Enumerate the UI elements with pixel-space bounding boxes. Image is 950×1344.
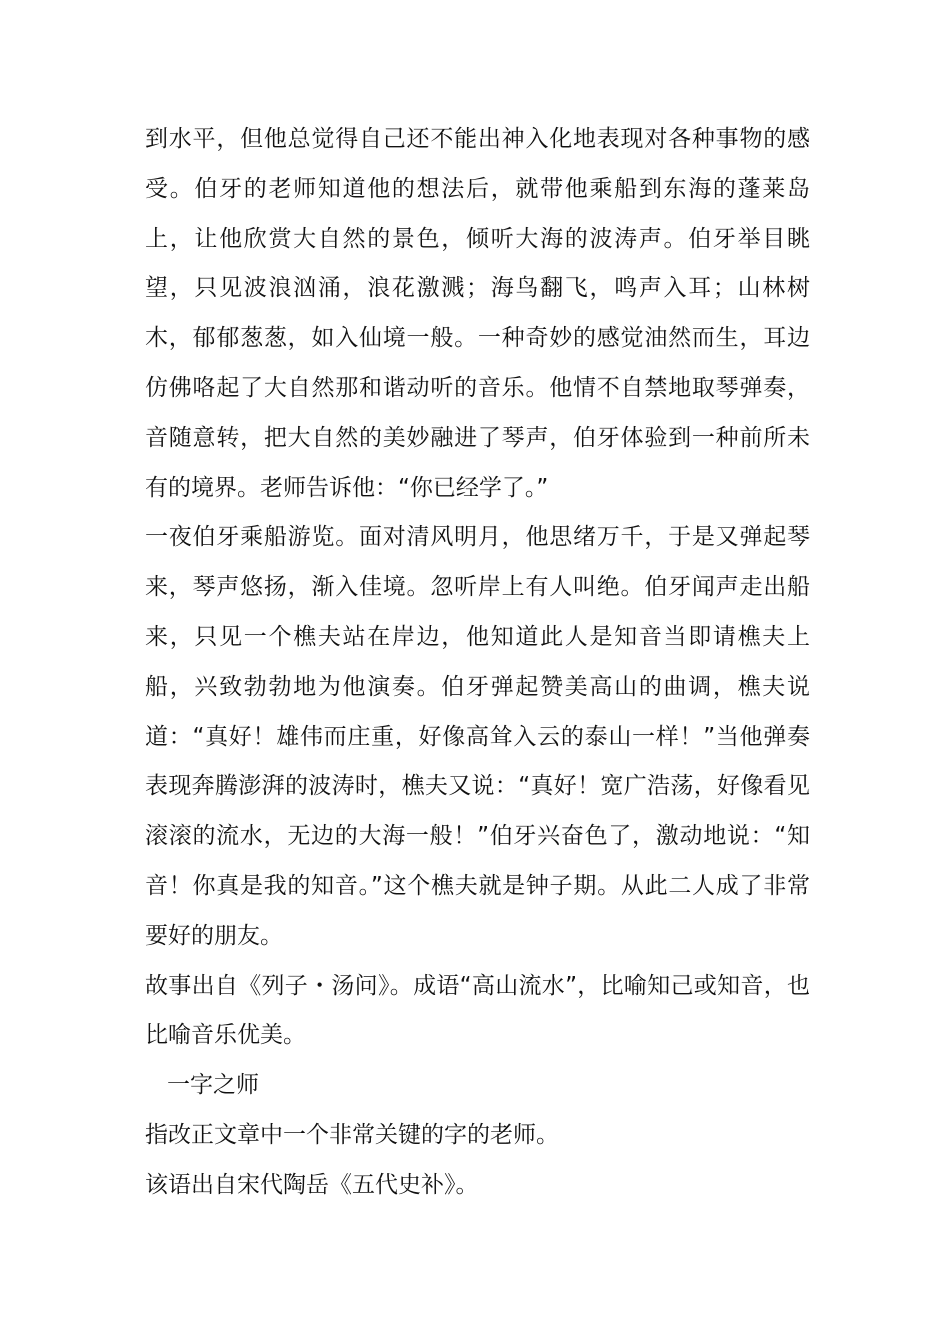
idiom-heading: 一字之师 [167,1072,259,1099]
idiom-definition: 指改正文章中一个非常关键的字的老师。 [145,1121,559,1148]
idiom-source: 该语出自宋代陶岳《五代史补》。 [145,1171,479,1198]
story-paragraph-1: 到水平，但他总觉得自己还不能出神入化地表现对各种事物的感受。伯牙的老师知道他的想法后，就带他乘船到东海的蓬莱岛上，让他欣赏大自然的景色，倾听大海的波涛声。伯牙举目眺望，只见波浪汹涌，浪花激溅；海鸟翻飞，鸣声入耳；山林树木，郁郁葱葱，如入仙境一般。一种奇妙的感觉油然而生，耳边仿佛咯起了大自然那和谐动听的音乐。他情不自禁地取琴弹奏，音随意转，把大自然的美妙融进了琴声，伯牙体验到一种前所未有的境界。老师告诉他：“你已经学了。” [145,126,810,501]
story-paragraph-2: 一夜伯牙乘船游览。面对清风明月，他思绪万千，于是又弹起琴来，琴声悠扬，渐入佳境。忽听岸上有人叫绝。伯牙闻声走出船来，只见一个樵夫站在岸边，他知道此人是知音当即请樵夫上船，兴致勃勃地为他演奏。伯牙弹起赞美高山的曲调，樵夫说道：“真好！雄伟而庄重，好像高耸入云的泰山一样！”当他弹奏表现奔腾澎湃的波涛时，樵夫又说：“真好！宽广浩荡，好像看见滚滚的流水，无边的大海一般！”伯牙兴奋色了，激动地说：“知音！你真是我的知音。”这个樵夫就是钟子期。从此二人成了非常要好的朋友。 [145,524,810,949]
story-source-paragraph: 故事出自《列子・汤问》。成语“高山流水”，比喻知己或知音，也比喻音乐优美。 [145,972,810,1049]
document-page [145,115,810,1211]
